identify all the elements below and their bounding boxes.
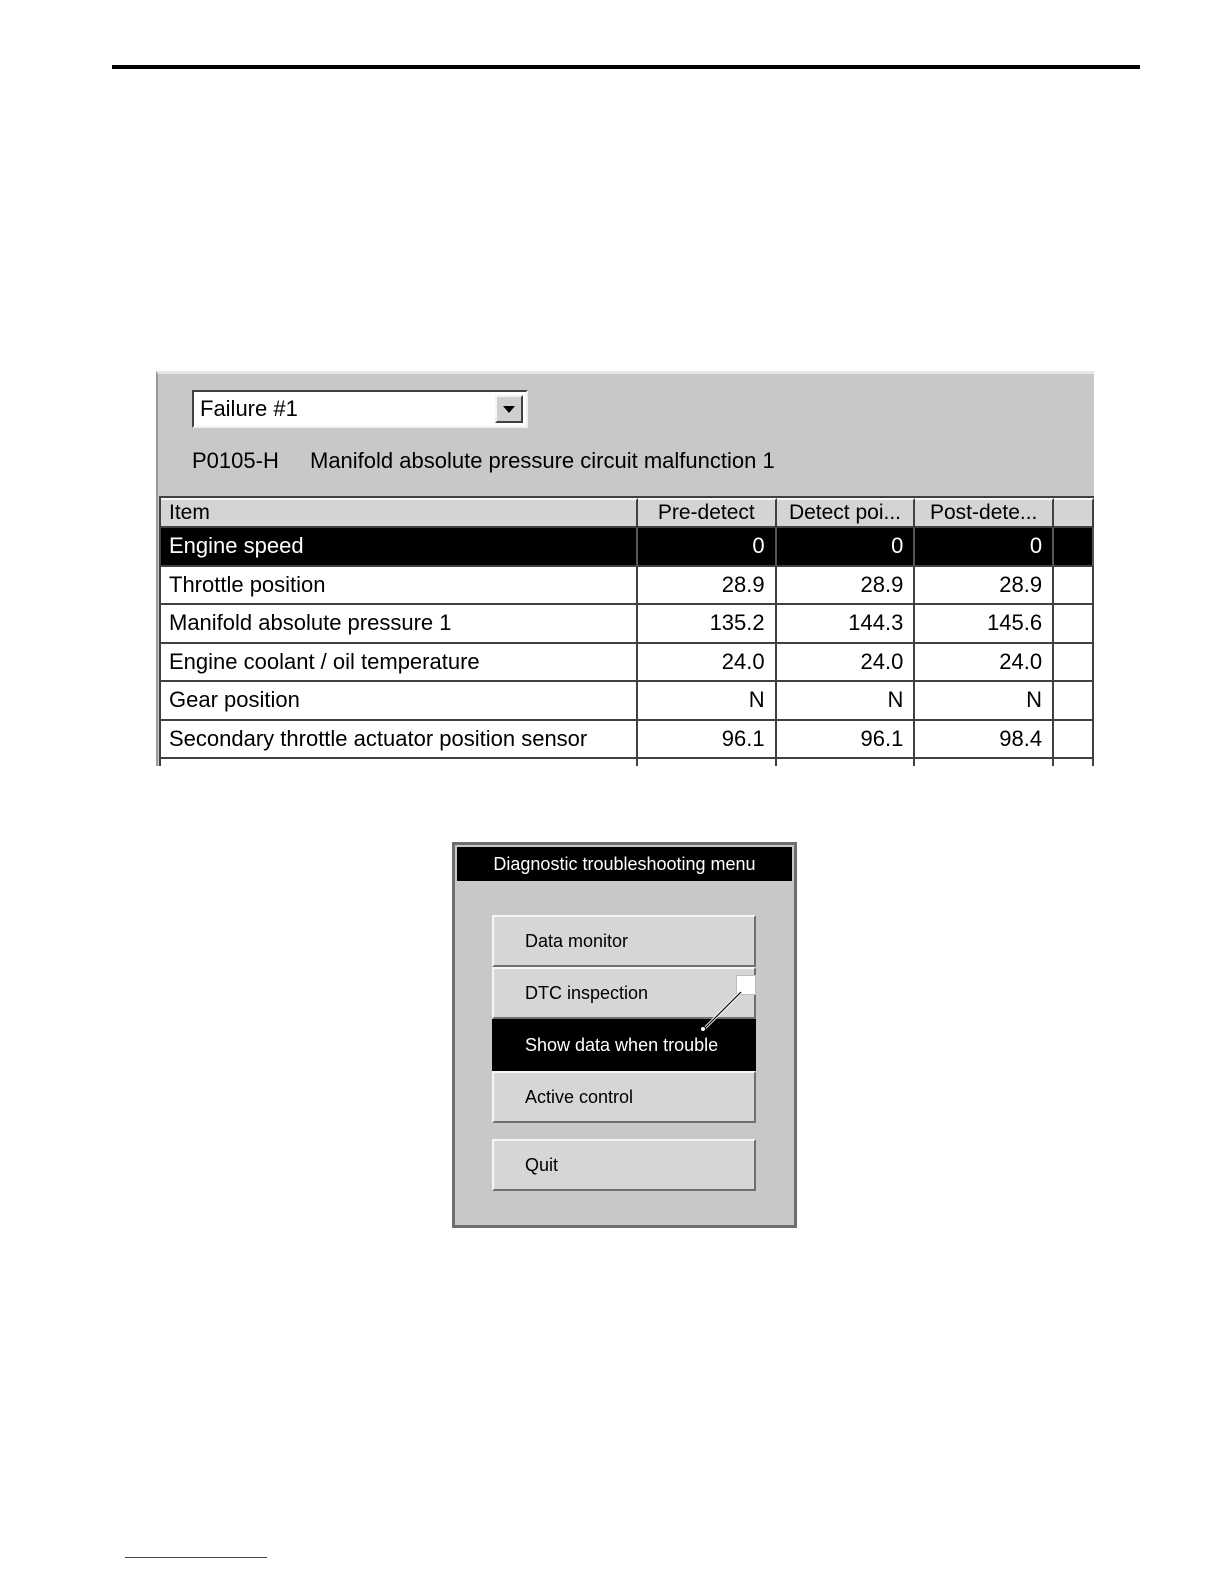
callout-marker (736, 975, 756, 995)
table-row[interactable] (161, 721, 1094, 760)
row-extra (1054, 721, 1094, 760)
header-rule (112, 65, 1140, 69)
row-item: Engine coolant / oil temperature (161, 644, 638, 683)
row-pre-detect: 135.2 (638, 605, 777, 644)
quit-button[interactable]: Quit (492, 1139, 756, 1191)
column-header-extra (1054, 498, 1094, 528)
row-detect-point: 96.1 (777, 721, 916, 760)
row-detect-point: 24.0 (777, 644, 916, 683)
row-pre-detect: 96.1 (638, 721, 777, 760)
row-pre-detect: N (638, 682, 777, 721)
table-row[interactable] (161, 528, 1094, 567)
row-item: Engine speed (161, 528, 638, 567)
row-post-detect: 145.6 (915, 605, 1054, 644)
table-row[interactable] (161, 605, 1094, 644)
row-pre-detect: 28.9 (638, 567, 777, 606)
row-extra (1054, 682, 1094, 721)
dropdown-arrow-icon[interactable] (495, 395, 523, 423)
column-header-item[interactable]: Item (161, 498, 638, 528)
freeze-frame-table (159, 496, 1094, 766)
table-header (161, 498, 1094, 528)
row-pre-detect (638, 759, 777, 766)
column-header-pre-detect[interactable]: Pre-detect (638, 498, 777, 528)
row-extra (1054, 605, 1094, 644)
table-row[interactable] (161, 644, 1094, 683)
dtc-inspection-button[interactable]: DTC inspection (492, 967, 756, 1019)
column-header-post-detect[interactable]: Post-dete... (915, 498, 1054, 528)
column-header-detect-point[interactable]: Detect poi... (777, 498, 916, 528)
dtc-info (192, 448, 775, 474)
row-post-detect (915, 759, 1054, 766)
failure-select[interactable] (192, 390, 528, 428)
row-item: Throttle position (161, 567, 638, 606)
row-extra (1054, 644, 1094, 683)
row-item: Gear position (161, 682, 638, 721)
menu-title: Diagnostic troubleshooting menu (457, 847, 792, 881)
row-extra (1054, 567, 1094, 606)
row-detect-point: 28.9 (777, 567, 916, 606)
row-extra (1054, 528, 1094, 567)
dtc-code: P0105-H (192, 448, 279, 473)
row-post-detect: N (915, 682, 1054, 721)
row-item (161, 759, 638, 766)
row-post-detect: 98.4 (915, 721, 1054, 760)
show-data-when-trouble-button[interactable]: Show data when trouble (492, 1019, 756, 1071)
row-pre-detect: 0 (638, 528, 777, 567)
row-item: Secondary throttle actuator position sensor (161, 721, 638, 760)
table-row[interactable] (161, 567, 1094, 606)
row-item: Manifold absolute pressure 1 (161, 605, 638, 644)
row-pre-detect: 24.0 (638, 644, 777, 683)
active-control-button[interactable]: Active control (492, 1071, 756, 1123)
data-monitor-button[interactable]: Data monitor (492, 915, 756, 967)
dtc-description: Manifold absolute pressure circuit malfunction 1 (310, 448, 775, 473)
row-post-detect: 0 (915, 528, 1054, 567)
diagnostic-menu-window (452, 842, 797, 1228)
row-detect-point: 0 (777, 528, 916, 567)
row-extra (1054, 759, 1094, 766)
row-detect-point: N (777, 682, 916, 721)
row-post-detect: 24.0 (915, 644, 1054, 683)
table-row[interactable] (161, 682, 1094, 721)
failure-select-value: Failure #1 (200, 396, 298, 421)
table-row-partial (161, 759, 1094, 766)
footer-link-underline (125, 1557, 267, 1558)
failure-data-panel (156, 371, 1094, 766)
row-detect-point (777, 759, 916, 766)
row-post-detect: 28.9 (915, 567, 1054, 606)
row-detect-point: 144.3 (777, 605, 916, 644)
